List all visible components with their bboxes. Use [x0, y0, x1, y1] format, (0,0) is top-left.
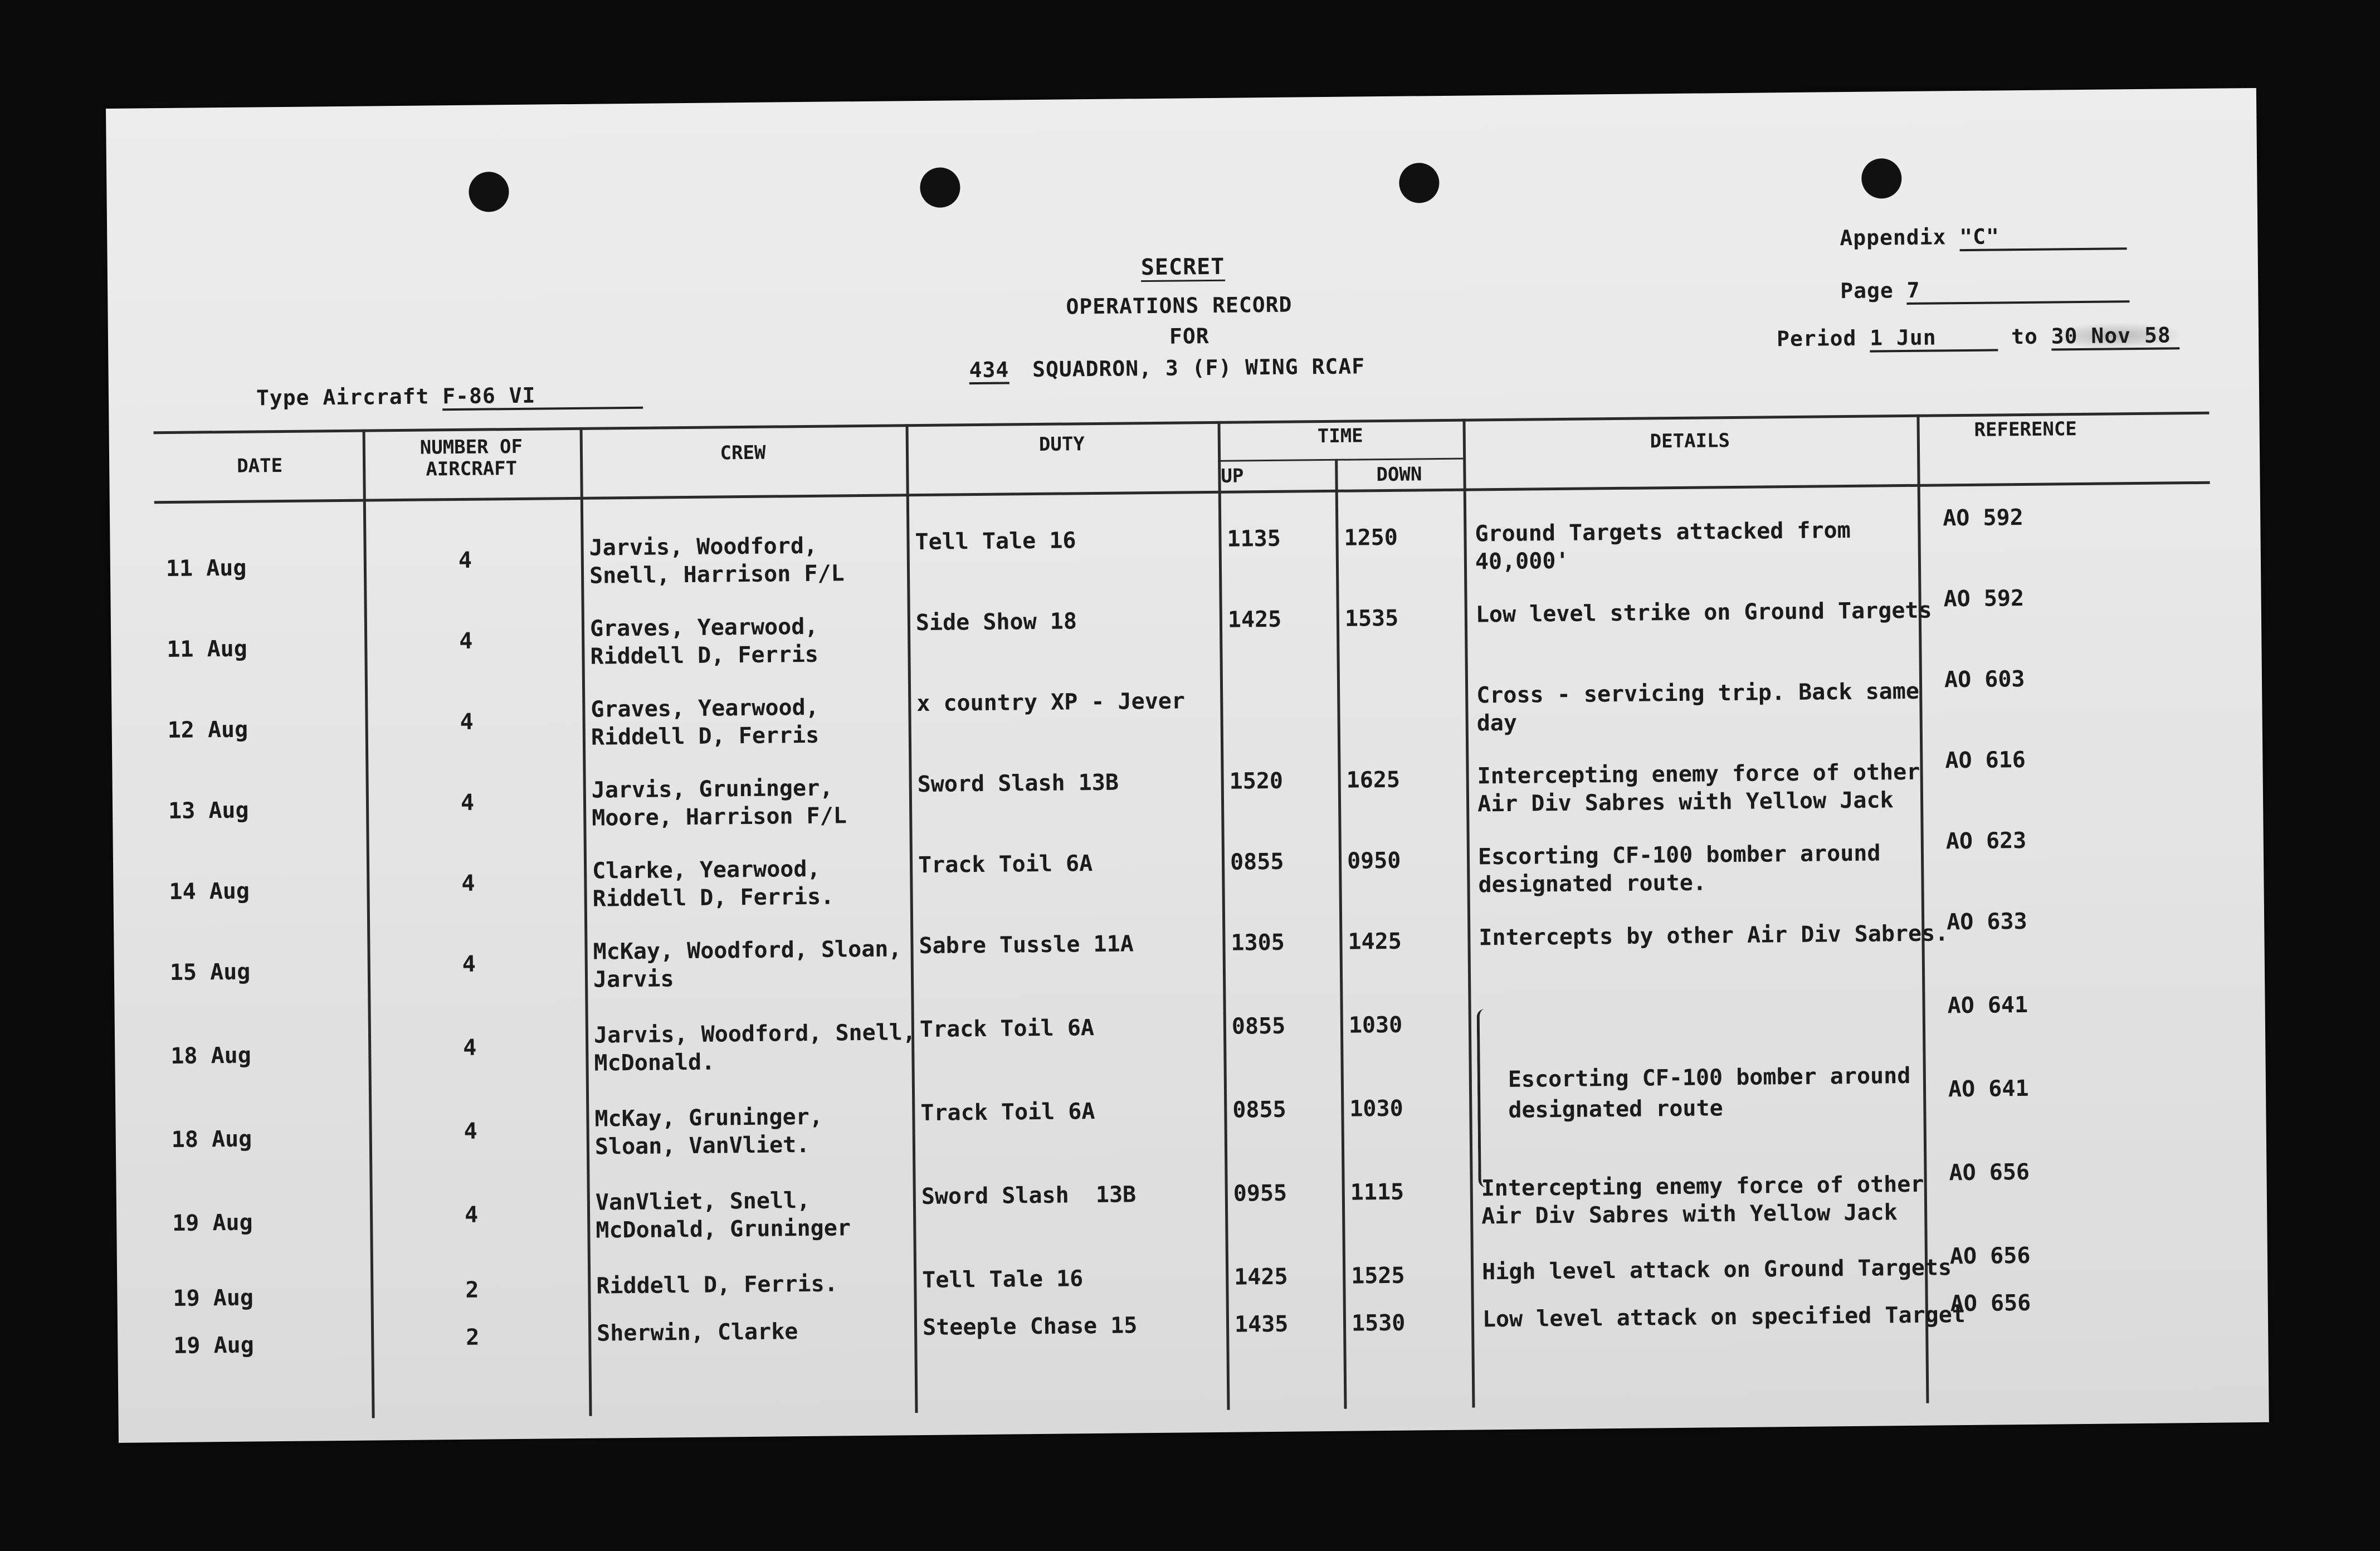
appendix-value: "C": [1959, 223, 2127, 251]
column-divider: [1335, 459, 1347, 1409]
row-reference: AO 656: [1950, 1290, 2031, 1317]
row-date: 13 Aug: [168, 797, 249, 824]
appendix: [1840, 223, 2127, 252]
row-duty: Steeple Chase 15: [922, 1313, 1138, 1341]
row-crew-line1: Riddell D, Ferris.: [596, 1271, 838, 1299]
table-row: [106, 88, 2256, 109]
row-time-up: 1520: [1229, 768, 1284, 794]
page-number: [1840, 276, 2130, 305]
classification-secret: SECRET: [1141, 254, 1225, 282]
row-details-line2: 40,000': [1475, 548, 1569, 575]
row-duty: Tell Tale 16: [922, 1266, 1084, 1294]
period-label: Period: [1776, 325, 1857, 352]
punch-hole: [1399, 163, 1440, 203]
period-to: 30 Nov 58: [2051, 323, 2179, 350]
punch-hole: [920, 167, 960, 208]
row-time-up: 1135: [1227, 525, 1281, 552]
punch-hole: [1861, 158, 1902, 199]
row-details-line1: Low level attack on specified Target: [1482, 1302, 1966, 1333]
row-time-up: 1305: [1231, 929, 1285, 956]
row-details-line2: Air Div Sabres with Yellow Jack: [1481, 1199, 1898, 1230]
row-details-line1: Escorting CF-100 bomber around: [1477, 840, 1881, 870]
row-date: 11 Aug: [167, 636, 248, 662]
table-row: [106, 88, 2256, 109]
row-details-line1: Intercepting enemy force of other: [1477, 759, 1920, 789]
row-time-up: 1425: [1234, 1264, 1288, 1290]
bracketed-detail-line2: designated route: [1508, 1095, 1723, 1123]
row-date: 12 Aug: [167, 716, 248, 743]
row-date: 19 Aug: [173, 1285, 254, 1311]
row-date: 18 Aug: [171, 1126, 252, 1153]
row-aircraft-count: 4: [462, 1035, 477, 1061]
row-time-up: 0955: [1233, 1180, 1287, 1207]
row-time-up: 1435: [1234, 1311, 1289, 1338]
col-duty: DUTY: [1038, 433, 1085, 456]
row-date: 18 Aug: [170, 1042, 252, 1069]
period: [1777, 323, 2179, 353]
row-time-down: 1625: [1346, 767, 1401, 793]
period-to-label: to: [2011, 324, 2038, 349]
row-crew-line2: Jarvis: [593, 966, 674, 993]
row-date: 11 Aug: [165, 555, 247, 582]
row-details-line1: Low level strike on Ground Targets: [1475, 597, 1932, 628]
row-reference: AO 656: [1949, 1159, 2030, 1186]
page-label: Page: [1840, 278, 1894, 304]
row-aircraft-count: 4: [460, 789, 475, 816]
row-duty: Track Toil 6A: [918, 851, 1093, 879]
row-crew-line2: Riddell D, Ferris: [590, 641, 819, 670]
row-aircraft-count: 4: [460, 709, 474, 735]
row-aircraft-count: 4: [459, 628, 473, 654]
row-time-down: 0950: [1347, 847, 1401, 874]
bracketed-detail-line1: Escorting CF-100 bomber around: [1508, 1062, 1911, 1092]
row-crew-line2: Snell, Harrison F/L: [589, 560, 845, 589]
row-date: 15 Aug: [169, 959, 251, 986]
row-time-down: 1030: [1349, 1095, 1403, 1122]
row-duty: Side Show 18: [915, 608, 1077, 636]
row-duty: Track Toil 6A: [919, 1015, 1095, 1043]
row-reference: AO 592: [1943, 585, 2025, 612]
squadron-name: SQUADRON, 3 (F) WING RCAF: [1032, 354, 1365, 382]
row-aircraft-count: 4: [458, 547, 472, 573]
row-crew-line2: McDonald, Gruninger: [596, 1215, 851, 1243]
row-crew-line2: Sloan, VanVliet.: [594, 1131, 810, 1160]
row-reference: AO 641: [1947, 992, 2028, 1019]
row-duty: Track Toil 6A: [920, 1099, 1095, 1126]
table-header-rule: [154, 481, 2210, 504]
col-details: DETAILS: [1650, 430, 1730, 453]
row-time-up: 0855: [1232, 1096, 1286, 1123]
period-from: 1 Jun: [1870, 324, 1998, 352]
row-time-up: 0855: [1231, 1013, 1286, 1040]
row-time-down: 1525: [1350, 1262, 1405, 1289]
appendix-label: Appendix: [1840, 225, 1947, 251]
row-date: 19 Aug: [172, 1209, 253, 1236]
row-aircraft-count: 2: [465, 1324, 480, 1350]
row-time-down: 1030: [1348, 1012, 1403, 1038]
row-details-line1: Ground Targets attacked from: [1475, 517, 1851, 547]
row-aircraft-count: 4: [462, 951, 476, 977]
details-bracket: [1477, 1009, 1493, 1187]
time-subheader-rule: [1218, 458, 1463, 462]
col-reference: REFERENCE: [1974, 418, 2077, 441]
column-divider: [1217, 421, 1230, 1410]
page-value: 7: [1906, 276, 2129, 305]
row-duty: x country XP - Jever: [916, 688, 1186, 717]
table-row: [106, 88, 2256, 109]
row-crew-line1: Clarke, Yearwood,: [592, 856, 821, 884]
row-duty: Sword Slash 13B: [921, 1182, 1137, 1210]
row-time-down: 1535: [1344, 605, 1399, 632]
table-row: [106, 88, 2256, 109]
row-date: 19 Aug: [173, 1332, 255, 1359]
row-reference: AO 603: [1944, 666, 2025, 693]
row-duty: Sword Slash 13B: [917, 769, 1119, 798]
record-title: OPERATIONS RECORD: [1066, 292, 1293, 319]
col-time-up: UP: [1221, 465, 1244, 487]
row-time-down: 1425: [1348, 928, 1402, 955]
row-time-down: 1115: [1350, 1179, 1404, 1206]
row-crew-line1: Graves, Yearwood,: [589, 613, 818, 642]
col-time-down: DOWN: [1376, 463, 1422, 486]
row-details-line2: Air Div Sabres with Yellow Jack: [1477, 787, 1894, 817]
row-duty: Sabre Tussle 11A: [919, 931, 1134, 959]
col-number-of-aircraft: [365, 436, 578, 481]
col-date: DATE: [237, 454, 283, 477]
row-details-line1: High level attack on Ground Targets: [1481, 1255, 1952, 1285]
column-divider: [1462, 419, 1475, 1408]
row-reference: AO 616: [1945, 747, 2026, 774]
row-crew-line1: McKay, Woodford, Sloan,: [593, 936, 902, 965]
row-aircraft-count: 4: [464, 1202, 479, 1228]
row-time-down: 1250: [1344, 524, 1398, 551]
row-crew-line1: Jarvis, Gruninger,: [591, 775, 833, 803]
punch-hole: [469, 172, 509, 212]
column-divider: [906, 424, 918, 1413]
row-crew-line1: Sherwin, Clarke: [596, 1319, 798, 1347]
operations-record-sheet: [106, 88, 2269, 1443]
table-row: [106, 88, 2256, 109]
table-row: [106, 88, 2256, 109]
row-crew-line2: Riddell D, Ferris.: [592, 884, 835, 912]
type-aircraft: [256, 382, 643, 413]
row-details-line2: designated route.: [1478, 870, 1707, 898]
row-details-line1: Intercepts by other Air Div Sabres.: [1479, 920, 1949, 951]
row-crew-line1: VanVliet, Snell,: [595, 1187, 811, 1216]
row-crew-line2: Riddell D, Ferris: [591, 722, 820, 750]
row-time-down: 1530: [1351, 1310, 1406, 1337]
row-reference: AO 633: [1946, 908, 2027, 935]
table-row: [106, 88, 2256, 109]
row-crew-line2: Moore, Harrison F/L: [592, 803, 847, 831]
row-details-line2: day: [1476, 710, 1518, 737]
col-crew: CREW: [720, 441, 766, 465]
row-aircraft-count: 4: [461, 870, 475, 896]
col-number-line1: NUMBER OF: [420, 435, 523, 459]
row-time-up: 1425: [1227, 606, 1282, 633]
row-crew-line1: Jarvis, Woodford, Snell,: [593, 1020, 916, 1048]
table-row: [106, 88, 2256, 109]
table-row: [106, 88, 2256, 109]
table-row: [106, 88, 2256, 109]
row-reference: AO 641: [1948, 1075, 2029, 1103]
row-details-line1: Intercepting enemy force of other: [1481, 1171, 1924, 1202]
col-time: TIME: [1317, 425, 1363, 448]
col-number-line2: AIRCRAFT: [426, 457, 518, 481]
row-details-line1: Cross - servicing trip. Back same: [1476, 678, 1920, 709]
row-crew-line1: McKay, Gruninger,: [594, 1104, 823, 1132]
record-title-for: FOR: [1169, 324, 1209, 349]
row-reference: AO 623: [1945, 827, 2027, 855]
row-crew-line1: Graves, Yearwood,: [591, 694, 820, 723]
row-time-up: 0855: [1230, 848, 1284, 875]
squadron-line: [969, 354, 1365, 382]
row-reference: AO 592: [1942, 504, 2023, 531]
table-row: [106, 88, 2256, 109]
squadron-number: 434: [969, 357, 1009, 384]
row-aircraft-count: 4: [464, 1118, 477, 1144]
column-divider: [363, 430, 375, 1418]
row-duty: Tell Tale 16: [915, 528, 1076, 555]
type-aircraft-value: F-86 VI: [442, 382, 643, 411]
row-aircraft-count: 2: [465, 1277, 479, 1303]
row-crew-line2: McDonald.: [594, 1049, 715, 1076]
row-reference: AO 656: [1949, 1242, 2031, 1270]
row-date: 14 Aug: [169, 878, 250, 905]
row-crew-line1: Jarvis, Woodford,: [589, 533, 818, 561]
type-aircraft-label: Type Aircraft: [256, 384, 430, 411]
